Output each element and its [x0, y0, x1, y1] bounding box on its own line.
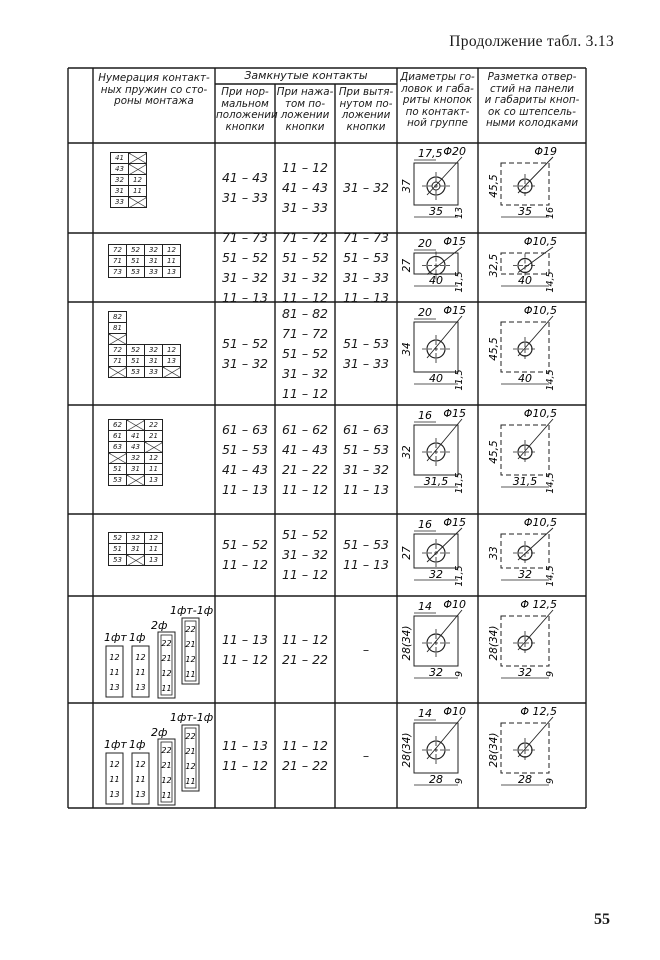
contact-pair: 11 – 13: [221, 289, 268, 305]
top-dimension: 14: [418, 707, 432, 720]
panel-marking-drawing: [479, 235, 585, 300]
grid-cell: [163, 312, 181, 323]
bottom-dimension: 28: [518, 773, 532, 786]
bottom-dimension: 35: [518, 205, 532, 218]
panel-marking-drawing: [479, 145, 585, 231]
bottom-dimension: 40: [518, 274, 532, 287]
grid-cell: 51: [109, 544, 127, 555]
top-dimension: 14: [418, 600, 432, 613]
bottom-dimension: 40: [518, 372, 532, 385]
small-dimension: 11,5: [454, 271, 465, 293]
grid-cell: 31: [145, 256, 163, 267]
contact-number: 22: [161, 746, 172, 755]
crossed-cell: [127, 555, 145, 566]
contact-pair: –: [362, 747, 370, 763]
crossed-cell: [127, 475, 145, 486]
grid-cell: 53: [109, 555, 127, 566]
cell-normal: [216, 736, 274, 776]
grid-cell: 51: [127, 256, 145, 267]
button-type-label: 2ф: [151, 726, 168, 739]
contact-pair: 61 – 63: [221, 421, 268, 437]
contact-pair: 11 – 12: [281, 481, 328, 497]
header-pressed: При нажа- том по- ложении кнопки: [276, 86, 334, 133]
contact-pair: 11 – 12: [281, 385, 328, 401]
contact-number: 13: [135, 790, 146, 799]
contact-pair: 51 – 53: [342, 249, 389, 265]
diameter-label: Φ15: [443, 235, 466, 248]
contact-grid: [110, 152, 147, 208]
cell-normal: [216, 630, 274, 670]
left-dimension: 27: [401, 258, 413, 273]
grid-cell: 82: [109, 312, 127, 323]
small-dimension: 11,5: [454, 369, 465, 391]
contact-pair: 11 – 12: [221, 757, 268, 773]
contact-pair: 31 – 32: [342, 180, 389, 195]
crossed-cell: [129, 197, 147, 208]
contact-pair: 31 – 32: [281, 269, 328, 285]
contact-pair: 11 – 12: [221, 557, 268, 572]
contact-number: 12: [135, 653, 146, 662]
contact-pair: 11 – 12: [281, 737, 328, 753]
leader-line: [518, 247, 553, 273]
small-dimension: 11,5: [454, 472, 465, 494]
contact-number: 11: [185, 670, 196, 679]
head-dimension-drawing: [398, 705, 477, 806]
contact-pair: 51 – 52: [281, 345, 328, 361]
contact-grid: [108, 419, 163, 486]
left-dimension: 28(34): [401, 625, 413, 661]
contact-pair: 21 – 22: [281, 757, 328, 773]
grid-cell: 51: [127, 356, 145, 367]
table-caption: Продолжение табл. 3.13: [449, 33, 614, 50]
grid-cell: 33: [145, 267, 163, 278]
contact-number: 12: [185, 762, 196, 771]
cell-pulled: [336, 334, 396, 374]
grid-cell: 32: [127, 533, 145, 544]
grid-cell: 43: [127, 442, 145, 453]
button-type-label: 1фт-1ф: [170, 604, 214, 617]
grid-cell: 53: [109, 475, 127, 486]
small-dimension: 14,5: [545, 271, 556, 293]
grid-cell: 33: [145, 367, 163, 378]
crossed-cell: [109, 367, 127, 378]
left-dimension: 28(34): [401, 732, 413, 768]
grid-cell: 72: [109, 245, 127, 256]
left-dimension: 32,5: [488, 253, 500, 278]
contact-pair: 31 – 32: [342, 461, 389, 477]
contact-pair: 21 – 22: [281, 461, 328, 477]
button-type-label: 2ф: [151, 619, 168, 632]
left-dimension: 45,5: [488, 174, 500, 198]
leader-line: [518, 157, 553, 193]
cell-normal: [216, 535, 274, 575]
grid-cell: 33: [111, 197, 129, 208]
grid-cell: 51: [109, 464, 127, 475]
grid-cell: 12: [129, 175, 147, 186]
left-dimension: 28(34): [488, 732, 500, 768]
cell-pulled: [336, 228, 396, 308]
contact-pair: 51 – 52: [221, 335, 268, 351]
bottom-dimension: 35: [429, 205, 443, 218]
grid-cell: [127, 334, 145, 345]
contact-number: 21: [161, 761, 172, 770]
diameter-label: Φ10: [443, 705, 466, 718]
crossed-cell: [109, 453, 127, 464]
diameter-label: Φ19: [534, 145, 557, 158]
grid-cell: 41: [127, 431, 145, 442]
head-dimension-drawing: [398, 516, 477, 594]
small-dimension: 14,5: [545, 369, 556, 391]
contact-pair: 71 – 73: [342, 229, 389, 245]
contact-pair: 11 – 13: [342, 289, 389, 305]
contact-number: 13: [135, 683, 146, 692]
contact-number: 11: [135, 668, 146, 677]
contact-pair: 21 – 22: [281, 651, 328, 667]
grid-cell: 31: [111, 186, 129, 197]
cell-normal: [216, 168, 274, 208]
cell-pulled: [336, 178, 396, 198]
diameter-label: Φ10,5: [523, 516, 557, 529]
crossed-cell: [129, 153, 147, 164]
contact-pair: 31 – 33: [342, 355, 389, 371]
button-contacts-diagram: [94, 596, 214, 703]
page-number: 55: [594, 911, 610, 928]
diameter-label: Φ15: [443, 516, 466, 529]
grid-cell: 71: [109, 356, 127, 367]
contact-number: 22: [185, 732, 196, 741]
grid-cell: [145, 312, 163, 323]
contact-number: 11: [109, 775, 120, 784]
contact-pair: 11 – 13: [342, 481, 389, 497]
contact-pair: 41 – 43: [221, 461, 268, 477]
grid-cell: 11: [145, 464, 163, 475]
grid-cell: 63: [109, 442, 127, 453]
contact-pair: 11 – 13: [342, 557, 389, 572]
grid-cell: 12: [145, 453, 163, 464]
contact-number: 22: [161, 639, 172, 648]
top-dimension: 17,5: [418, 147, 443, 160]
contact-pair: 51 – 52: [281, 527, 328, 542]
contact-pair: 81 – 82: [281, 305, 328, 321]
top-dimension: 20: [418, 306, 432, 319]
button-type-label: 1фт: [104, 631, 127, 644]
diameter-label: Φ10,5: [523, 304, 557, 317]
grid-cell: 32: [111, 175, 129, 186]
left-dimension: 45,5: [488, 337, 500, 361]
diameter-label: Φ 12,5: [520, 705, 557, 718]
left-dimension: 37: [401, 179, 413, 193]
contact-number: 11: [161, 791, 172, 800]
grid-cell: 13: [145, 555, 163, 566]
contact-pair: 71 – 72: [281, 325, 328, 341]
head-dimension-drawing: [398, 235, 477, 300]
contact-number: 12: [161, 669, 172, 678]
small-dimension: 16: [545, 206, 556, 220]
crossed-cell: [163, 367, 181, 378]
bottom-dimension: 31,5: [423, 475, 449, 488]
cell-pressed: [276, 736, 334, 776]
cell-pressed: [276, 525, 334, 585]
left-dimension: 32: [401, 445, 413, 459]
diameter-label: Φ10,5: [523, 235, 557, 248]
contact-number: 11: [185, 777, 196, 786]
grid-cell: 11: [129, 186, 147, 197]
bottom-dimension: 28: [429, 773, 443, 786]
contact-number: 13: [109, 790, 120, 799]
contact-pair: 61 – 63: [342, 421, 389, 437]
contact-number: 11: [161, 684, 172, 693]
contact-pair: 11 – 13: [221, 481, 268, 497]
diameter-label: Φ15: [443, 407, 466, 420]
cell-pressed: [276, 158, 334, 218]
grid-cell: 12: [163, 245, 181, 256]
contact-pair: 51 – 53: [342, 441, 389, 457]
bottom-dimension: 40: [429, 274, 443, 287]
panel-marking-drawing: [479, 705, 585, 806]
grid-cell: [163, 334, 181, 345]
panel-marking-drawing: [479, 304, 585, 403]
contact-number: 12: [109, 653, 120, 662]
cell-pulled: [336, 535, 396, 575]
left-dimension: 27: [401, 546, 413, 560]
grid-cell: 73: [109, 267, 127, 278]
grid-cell: 12: [145, 533, 163, 544]
grid-cell: 31: [127, 544, 145, 555]
grid-cell: [127, 323, 145, 334]
grid-cell: 22: [145, 420, 163, 431]
grid-cell: 31: [145, 356, 163, 367]
head-dimension-drawing: [398, 407, 477, 512]
diameter-label: Φ10,5: [523, 407, 557, 420]
header-numbering: Нумерация контакт- ных пружин со сто- роны монтажа: [98, 72, 210, 108]
contact-pair: 11 – 13: [221, 631, 268, 647]
grid-cell: 13: [163, 267, 181, 278]
contact-pair: 31 – 32: [221, 269, 268, 285]
bottom-dimension: 32: [429, 568, 443, 581]
left-dimension: 45,5: [488, 440, 500, 464]
left-dimension: 34: [401, 342, 413, 356]
grid-cell: 62: [109, 420, 127, 431]
grid-cell: 13: [145, 475, 163, 486]
crossed-cell: [109, 334, 127, 345]
small-dimension: 9: [454, 670, 465, 678]
contact-pair: 71 – 73: [221, 229, 268, 245]
contact-pair: 31 – 32: [281, 547, 328, 562]
contact-pair: 11 – 12: [281, 289, 328, 305]
crossed-cell: [127, 420, 145, 431]
panel-marking-drawing: [479, 598, 585, 701]
grid-cell: 71: [109, 256, 127, 267]
cell-pulled: [336, 746, 396, 766]
contact-pair: 31 – 32: [221, 355, 268, 371]
button-type-label: 1ф: [129, 738, 146, 751]
contact-pair: 31 – 33: [221, 190, 268, 205]
button-contacts-diagram: [94, 703, 214, 808]
grid-cell: 72: [109, 345, 127, 356]
leader-line: [427, 247, 462, 275]
cell-pressed: [276, 420, 334, 500]
contact-number: 11: [135, 775, 146, 784]
contact-pair: 71 – 72: [281, 229, 328, 245]
grid-cell: 41: [111, 153, 129, 164]
header-marking: Разметка отвер- стий на панели и габариты кноп- ок со штепсель- ными колодками: [484, 71, 580, 130]
left-dimension: 33: [488, 546, 500, 560]
contact-number: 12: [185, 655, 196, 664]
top-dimension: 16: [418, 518, 432, 531]
contact-number: 12: [161, 776, 172, 785]
header-normal: При нор- мальном положении кнопки: [216, 86, 278, 133]
contact-pair: 41 – 43: [221, 170, 268, 185]
contact-pair: 41 – 43: [281, 441, 328, 457]
contact-grid: [108, 532, 163, 566]
bottom-dimension: 31,5: [512, 475, 538, 488]
head-dimension-drawing: [398, 145, 477, 231]
header-closed-contacts: Замкнутые контакты: [244, 69, 368, 82]
left-dimension: 28(34): [488, 625, 500, 661]
grid-cell: [127, 312, 145, 323]
bottom-dimension: 32: [518, 666, 532, 679]
header-pulled: При вытя- нутом по- ложении кнопки: [338, 86, 394, 133]
grid-cell: 21: [145, 431, 163, 442]
contact-pair: 51 – 53: [221, 441, 268, 457]
contact-pair: 31 – 33: [342, 269, 389, 285]
contact-grid: [108, 311, 181, 378]
cell-normal: [216, 420, 274, 500]
small-dimension: 14,5: [545, 565, 556, 587]
contact-pair: 31 – 33: [281, 200, 328, 215]
contact-pair: 11 – 13: [221, 737, 268, 753]
grid-cell: 52: [127, 245, 145, 256]
grid-cell: 32: [145, 345, 163, 356]
small-dimension: 11,5: [454, 565, 465, 587]
button-type-label: 1ф: [129, 631, 146, 644]
contact-pair: 51 – 53: [342, 537, 389, 552]
grid-cell: 11: [145, 544, 163, 555]
contact-pair: 11 – 12: [281, 160, 328, 175]
grid-cell: 13: [163, 356, 181, 367]
contact-number: 12: [109, 760, 120, 769]
small-dimension: 9: [454, 777, 465, 785]
top-dimension: 20: [418, 237, 432, 250]
contact-pair: 11 – 12: [281, 567, 328, 582]
panel-marking-drawing: [479, 407, 585, 512]
head-dimension-drawing: [398, 304, 477, 403]
crossed-cell: [145, 442, 163, 453]
cell-normal: [216, 228, 274, 308]
crossed-cell: [129, 164, 147, 175]
diameter-label: Φ10: [443, 598, 466, 611]
cell-pulled: [336, 420, 396, 500]
grid-cell: 32: [145, 245, 163, 256]
grid-cell: 52: [127, 345, 145, 356]
contact-pair: 51 – 52: [281, 249, 328, 265]
contact-number: 12: [135, 760, 146, 769]
bottom-dimension: 40: [429, 372, 443, 385]
diameter-label: Φ 12,5: [520, 598, 557, 611]
diameter-label: Φ15: [443, 304, 466, 317]
contact-pair: 11 – 12: [281, 631, 328, 647]
grid-cell: [145, 323, 163, 334]
cell-pulled: [336, 640, 396, 660]
button-type-label: 1фт-1ф: [170, 711, 214, 724]
contact-number: 22: [185, 625, 196, 634]
small-dimension: 14,5: [545, 472, 556, 494]
top-dimension: 16: [418, 409, 432, 422]
contact-grid: [108, 244, 181, 278]
panel-marking-drawing: [479, 516, 585, 594]
cell-pressed: [276, 630, 334, 670]
contact-pair: 51 – 52: [221, 249, 268, 265]
contact-number: 21: [185, 640, 196, 649]
contact-pair: 31 – 32: [281, 365, 328, 381]
small-dimension: 9: [545, 777, 556, 785]
grid-cell: [145, 334, 163, 345]
grid-cell: 12: [163, 345, 181, 356]
grid-cell: 81: [109, 323, 127, 334]
contact-pair: 61 – 62: [281, 421, 328, 437]
contact-number: 21: [185, 747, 196, 756]
grid-cell: 61: [109, 431, 127, 442]
small-dimension: 9: [545, 670, 556, 678]
contact-number: 13: [109, 683, 120, 692]
grid-cell: 53: [127, 267, 145, 278]
diameter-label: Φ20: [443, 145, 466, 158]
cell-pressed: [276, 304, 334, 404]
grid-cell: 31: [127, 464, 145, 475]
contact-number: 21: [161, 654, 172, 663]
grid-cell: 11: [163, 256, 181, 267]
grid-cell: 52: [109, 533, 127, 544]
cell-pressed: [276, 228, 334, 308]
contact-number: 11: [109, 668, 120, 677]
grid-cell: [163, 323, 181, 334]
grid-cell: 53: [127, 367, 145, 378]
grid-cell: 43: [111, 164, 129, 175]
contact-pair: 41 – 43: [281, 180, 328, 195]
head-dimension-drawing: [398, 598, 477, 701]
header-diameters: Диаметры го- ловок и габа- риты кнопок по контакт- ной группе: [400, 71, 475, 130]
contact-pair: 51 – 53: [342, 335, 389, 351]
cell-normal: [216, 334, 274, 374]
leader-line: [518, 528, 553, 560]
grid-cell: 32: [127, 453, 145, 464]
contact-pair: –: [362, 641, 370, 657]
bottom-dimension: 32: [429, 666, 443, 679]
bottom-dimension: 32: [518, 568, 532, 581]
contact-pair: 11 – 12: [221, 651, 268, 667]
contact-pair: 51 – 52: [221, 537, 268, 552]
button-type-label: 1фт: [104, 738, 127, 751]
small-dimension: 13: [454, 206, 465, 220]
